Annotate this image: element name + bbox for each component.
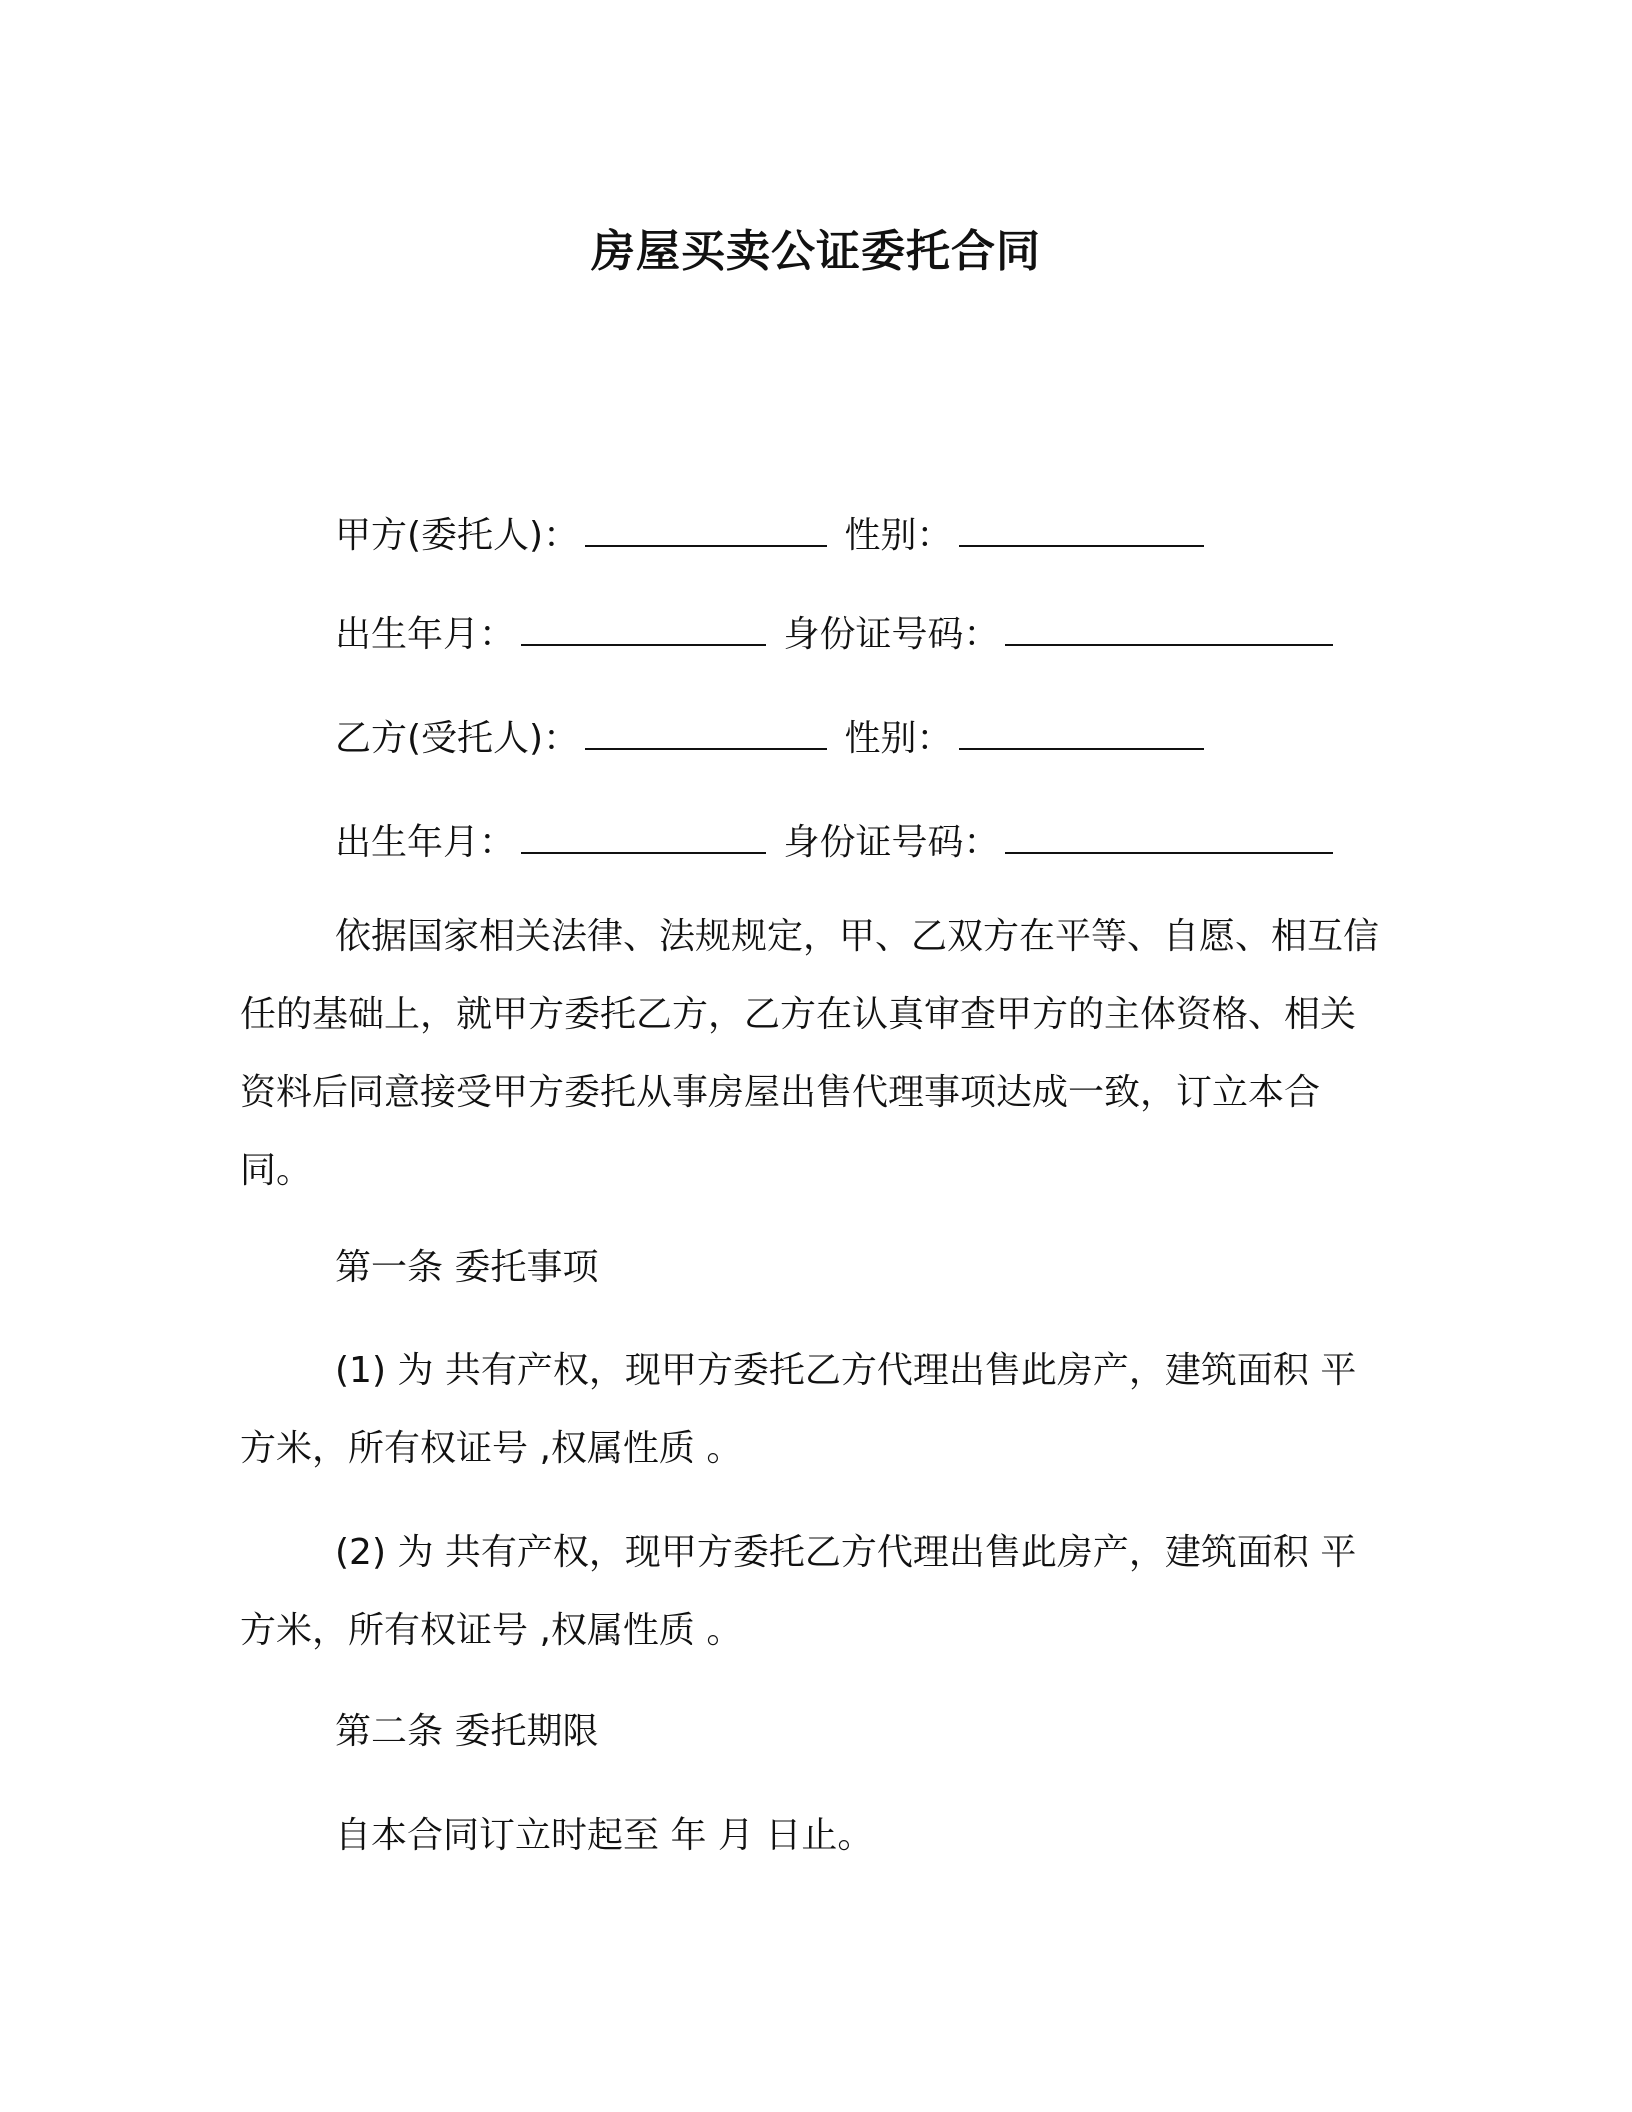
intro-paragraph: 依据国家相关法律、法规规定，甲、乙双方在平等、自愿、相互信任的基础上，就甲方委托乙方，乙方在认真审查甲方的主体资格、相关资料后同意接受甲方委托从事房屋出售代理事项达成一致，订立本合同。: [240, 916, 1380, 1191]
article-1-item-1: (1) 为 共有产权，现甲方委托乙方代理出售此房产，建筑面积 平方米，所有权证号 ,权属性质 。: [240, 1350, 1357, 1469]
party-a-gender-label: 性别：: [844, 515, 953, 556]
party-a-id-blank[interactable]: [1005, 604, 1333, 646]
party-b-label: 乙方(受托人)：: [335, 718, 580, 759]
article-1-heading: 第一条 委托事项: [335, 1247, 599, 1288]
party-b-birth-label: 出生年月：: [335, 822, 516, 863]
party-b-id-label: 身份证号码：: [783, 822, 1000, 863]
party-b-name-line: [335, 708, 1210, 765]
party-b-gender-label: 性别：: [844, 718, 953, 759]
party-a-gender-blank[interactable]: [959, 505, 1204, 547]
party-a-birth-line: [335, 604, 1339, 661]
party-b-birth-line: [335, 812, 1339, 869]
party-a-label: 甲方(委托人)：: [335, 515, 580, 556]
article-2-text: 自本合同订立时起至 年 月 日止。: [335, 1815, 874, 1856]
party-b-birth-blank[interactable]: [521, 812, 766, 854]
party-a-name-blank[interactable]: [585, 505, 827, 547]
party-b-gender-blank[interactable]: [959, 708, 1204, 750]
article-2-heading: 第二条 委托期限: [335, 1711, 599, 1752]
article-1-item-2: (2) 为 共有产权，现甲方委托乙方代理出售此房产，建筑面积 平方米，所有权证号 ,权属性质 。: [240, 1532, 1357, 1651]
party-a-id-label: 身份证号码：: [783, 614, 1000, 655]
party-a-birth-label: 出生年月：: [335, 614, 516, 655]
party-b-name-blank[interactable]: [585, 708, 827, 750]
party-a-birth-blank[interactable]: [521, 604, 766, 646]
party-a-name-line: [335, 505, 1210, 562]
document-title: 房屋买卖公证委托合同: [591, 226, 1041, 277]
party-b-id-blank[interactable]: [1005, 812, 1333, 854]
